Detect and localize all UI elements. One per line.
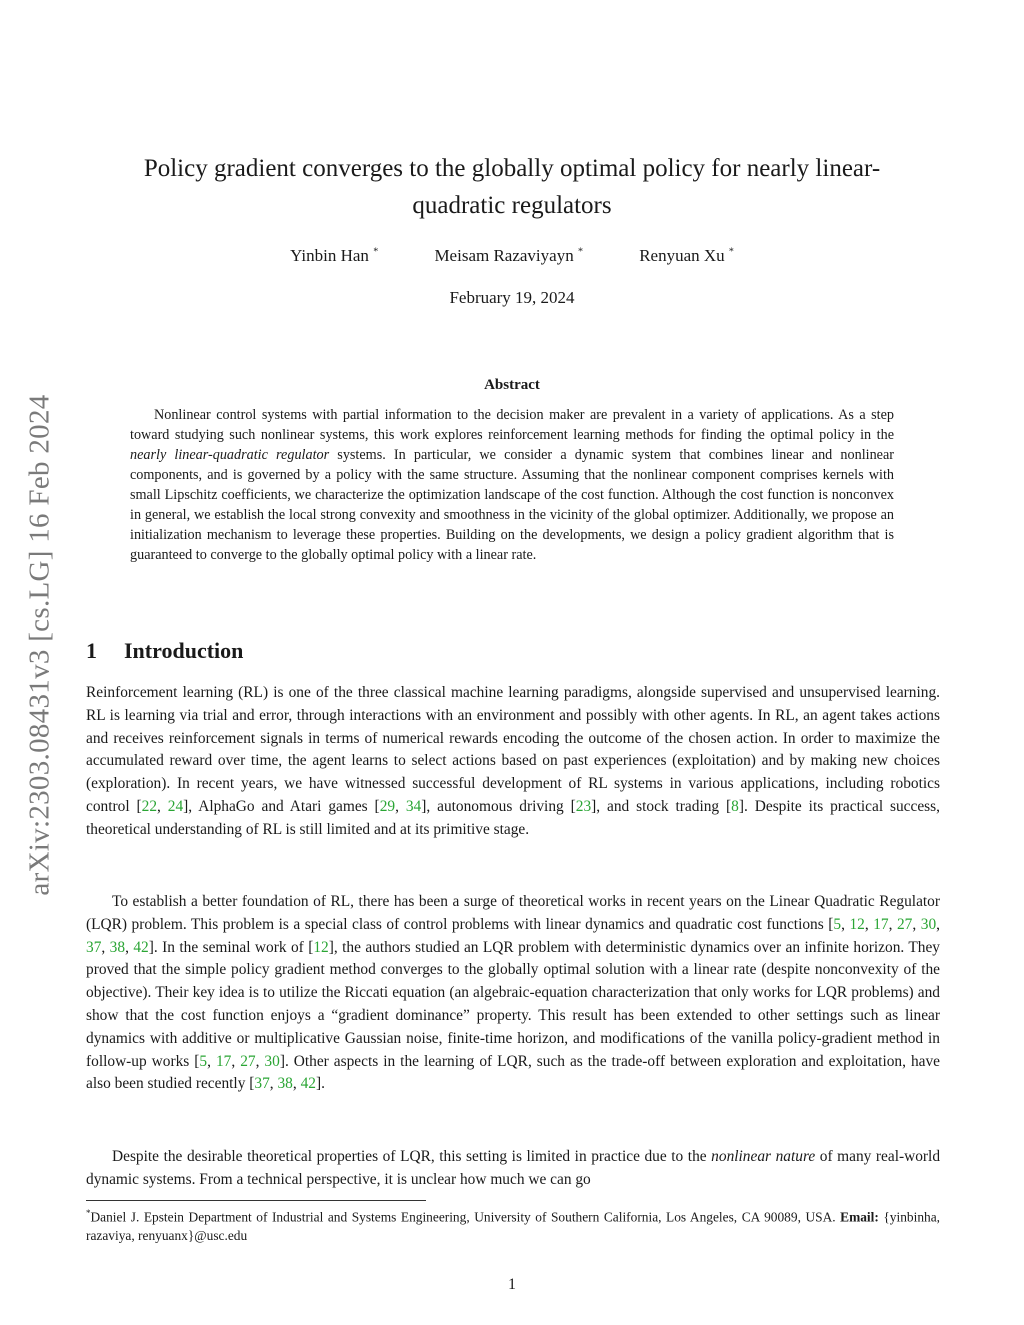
citation-link[interactable]: 34 [405, 797, 422, 815]
arxiv-sidebar-stamp [10, 350, 70, 940]
intro-paragraph-3: Despite the desirable theoretical properties of LQR, this setting is limited in practice due to the nonlinear nature of many real-world dynamic systems. From a technical perspective, it is unclear how much we can go [86, 1148, 941, 1188]
abstract-text: Nonlinear control systems with partial information to the decision maker are prevalent in a variety of applications. As a step toward studying such nonlinear systems, this work explores reinforcement learning methods for finding the optimal policy in the nearly linear-quadratic regulator systems. In particular, we consider a dynamic system that combines linear and nonlinear components, and is governed by a policy with the same structure. Assuming that the nonlinear component comprises kernels with small Lipschitz coefficients, we characterize the optimization landscape of the cost function. Although the cost function is nonconvex in general, we establish the local strong convexity and smoothness in the vicinity of the global optimizer. Additionally, we propose an initialization mechanism to leverage these properties. Building on the developments, we design a policy gradient algorithm that is guaranteed to converge to the globally optimal policy with a linear rate. [130, 407, 894, 563]
intro-paragraph-2: To establish a better foundation of RL, there has been a surge of theoretical works in recent years on the Linear Quadratic Regulator (LQR) problem. This problem is a special class of control problems with linear dynamics and quadratic cost functions [5, 12, 17, 27, 30, 37, 38, 42]. In the seminal work of [12], the authors studied an LQR problem with deterministic dynamics over an infinite horizon. They proved that the simple policy gradient method converges to the globally optimal solution with a linear rate (despite nonconvexity of the objective). Their key idea is to utilize the Riccati equation (an algebraic-equation characterization that only works for LQR problems) and show that the cost function enjoys a “gradient dominance” property. This result has been extended to other settings such as linear dynamics with additive or multiplicative Gaussian noise, finite-time horizon, and modifications of the vanilla policy-gradient method in follow-up works [5, 17, 27, 30]. Other aspects in the learning of LQR, such as the trade-off between exploration and exploitation, have also been studied recently [37, 38, 42]. [86, 893, 941, 1093]
citation-link[interactable]: 38 [109, 938, 126, 956]
citation-link[interactable]: 5 [833, 915, 842, 933]
citation-link[interactable]: 12 [849, 915, 865, 933]
citation-link[interactable]: 17 [873, 915, 889, 933]
footnote: *Daniel J. Epstein Department of Industrial and Systems Engineering, University of Southern California, Los Angeles, CA 90089, USA. Email: {yinbinha, razaviya, renyuanx}@usc.edu [86, 1208, 941, 1244]
citation-link[interactable]: 5 [199, 1052, 208, 1070]
intro-paragraph-1: Reinforcement learning (RL) is one of the three classical machine learning paradigms, alongside supervised and unsupervised learning. RL is learning via trial and error, through interactions with an environment and possibly with other agents. In RL, an agent takes actions and receives reinforcement signals in terms of numerical rewards encoding the outcome of the chosen action. In order to maximize the accumulated reward over time, the agent learns to select actions based on past experiences (exploitation) and by making new choices (exploration). In recent years, we have witnessed successful development of RL systems in various applications, including robotics control [22, 24], AlphaGo and Atari games [29, 34], autonomous driving [23], and stock trading [8]. Despite its practical success, theoretical understanding of RL is still limited and at its primitive stage. [86, 684, 940, 838]
citation-link[interactable]: 8 [731, 797, 739, 815]
citation-link[interactable]: 17 [215, 1052, 232, 1070]
citation-link[interactable]: 42 [300, 1075, 316, 1093]
footnote-rule [86, 1200, 426, 1201]
section-number: 1 [86, 638, 97, 663]
section-title: Introduction [124, 638, 244, 663]
section-heading-introduction [86, 638, 938, 664]
citation-link[interactable]: 37 [254, 1075, 270, 1093]
author-2: Meisam Razaviyayn * [434, 246, 583, 265]
abstract-heading: Abstract [484, 377, 540, 393]
author-3: Renyuan Xu * [639, 246, 734, 265]
author-list [110, 246, 914, 266]
citation-link[interactable]: 37 [86, 938, 102, 956]
citation-link[interactable]: 27 [240, 1052, 256, 1070]
citation-link[interactable]: 30 [264, 1052, 280, 1070]
citation-link[interactable]: 23 [575, 797, 592, 815]
publication-date: February 19, 2024 [449, 288, 575, 307]
citation-link[interactable]: 30 [920, 915, 937, 933]
citation-link[interactable]: 29 [379, 797, 396, 815]
arxiv-id: arXiv:2303.08431v3 [cs.LG] 16 Feb 2024 [23, 394, 56, 896]
citation-link[interactable]: 22 [141, 797, 158, 815]
author-1: Yinbin Han * [290, 246, 379, 265]
citation-link[interactable]: 42 [133, 938, 149, 956]
citation-link[interactable]: 38 [277, 1075, 293, 1093]
citation-link[interactable]: 27 [896, 915, 913, 933]
page-number: 1 [508, 1276, 516, 1293]
paper-title: Policy gradient converges to the globally optimal policy for nearly linear-quadratic regulators [143, 155, 881, 219]
citation-link[interactable]: 12 [313, 938, 329, 956]
citation-link[interactable]: 24 [167, 797, 184, 815]
